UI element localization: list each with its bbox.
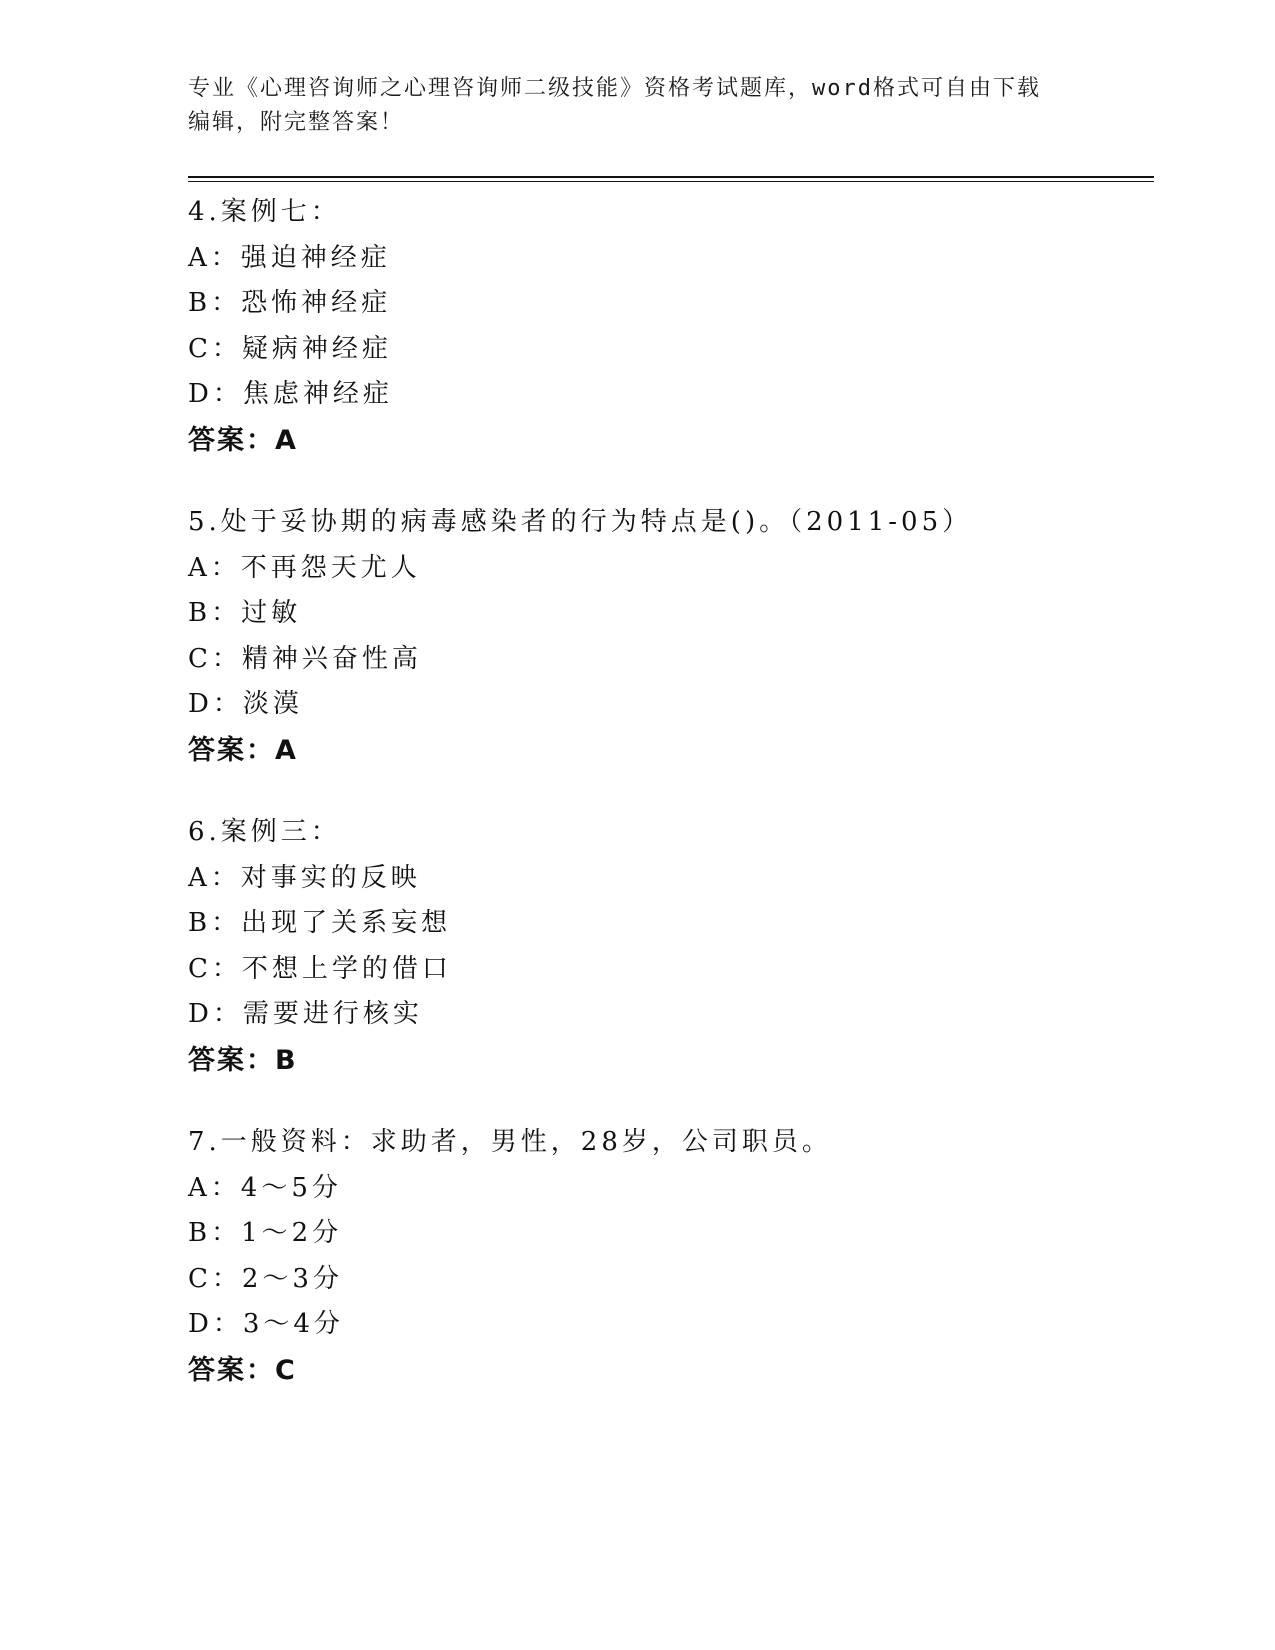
option-c: C：疑病神经症 [188,333,392,364]
answer-line: 答案：C [188,1354,297,1386]
answer-line: 答案：A [188,424,298,456]
question-stem: 6.案例三： [188,817,341,847]
option-b: B：过敏 [188,598,302,628]
header-line-1: 专业《心理咨询师之心理咨询师二级技能》资格考试题库，word格式可自由下载 [188,76,1041,101]
question-4 [188,190,1148,463]
header-divider [188,176,1154,182]
question-7 [188,1120,1148,1393]
question-list [188,190,1148,1430]
answer-line: 答案：A [188,734,298,766]
option-d: D：3～4分 [188,1309,344,1339]
option-b: B：出现了关系妄想 [188,908,452,938]
option-d: D：淡漠 [188,689,303,719]
header-line-2: 编辑，附完整答案！ [188,110,405,135]
option-a: A：不再怨天尤人 [188,552,421,583]
option-b: B：恐怖神经症 [188,288,392,318]
option-b: B：1～2分 [188,1218,343,1248]
question-stem: 5.处于妥协期的病毒感染者的行为特点是()。（2011-05） [188,507,973,537]
option-a: A：强迫神经症 [188,242,391,273]
question-stem: 7.一般资料：求助者，男性，28岁，公司职员。 [188,1127,832,1157]
document-header [188,72,1088,140]
option-c: C：精神兴奋性高 [188,643,422,674]
question-stem: 4.案例七： [188,197,341,227]
option-a: A：4～5分 [188,1172,342,1203]
option-d: D：需要进行核实 [188,999,423,1029]
option-a: A：对事实的反映 [188,862,421,893]
question-6 [188,810,1148,1083]
option-c: C：不想上学的借口 [188,953,452,984]
option-d: D：焦虑神经症 [188,379,393,409]
question-5 [188,500,1148,773]
option-c: C：2～3分 [188,1263,343,1294]
answer-line: 答案：B [188,1044,298,1076]
